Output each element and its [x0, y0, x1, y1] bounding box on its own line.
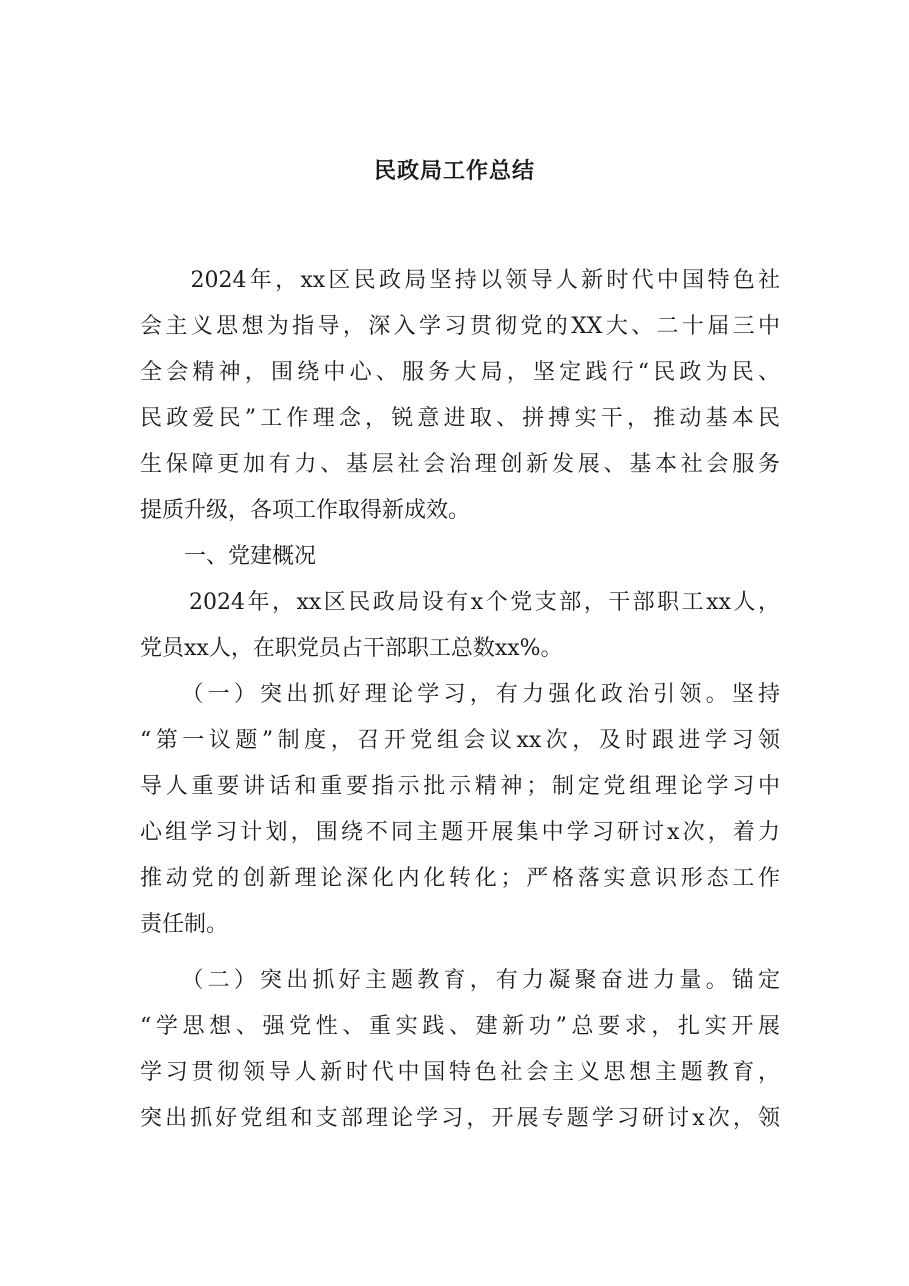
paragraph-line: 提质升级，各项工作取得新成效。 [140, 498, 471, 523]
paragraph-line: 民政爱民”工作理念，锐意进取、拼搏实干，推动基本民 [140, 406, 780, 431]
paragraph-line: 生保障更加有力、基层社会治理创新发展、基本社会服务 [140, 452, 780, 477]
paragraph-line: （二）突出抓好主题教育，有力凝聚奋进力量。锚定 [140, 968, 780, 993]
document-title: 民政局工作总结 [373, 158, 535, 184]
paragraph-line: 突出抓好党组和支部理论学习，开展专题学习研讨x次，领 [140, 1106, 780, 1131]
paragraph-line: “第一议题”制度，召开党组会议xx次，及时跟进学习领 [140, 728, 780, 753]
paragraph-line: 学习贯彻领导人新时代中国特色社会主义思想主题教育， [140, 1060, 780, 1085]
paragraph-line: 党员xx人，在职党员占干部职工总数xx%。 [140, 636, 563, 661]
paragraph-line: 全会精神，围绕中心、服务大局，坚定践行“民政为民、 [140, 360, 780, 385]
section-heading: 一、党建概况 [140, 544, 317, 569]
paragraph-line: 2024年，xx区民政局坚持以领导人新时代中国特色社 [140, 268, 780, 293]
paragraph-line: 责任制。 [140, 912, 229, 937]
paragraph-line: 导人重要讲话和重要指示批示精神；制定党组理论学习中 [140, 774, 780, 799]
paragraph-line: （一）突出抓好理论学习，有力强化政治引领。坚持 [140, 682, 780, 707]
paragraph-line: 推动党的创新理论深化内化转化；严格落实意识形态工作 [140, 866, 780, 891]
paragraph-line: “学思想、强党性、重实践、建新功”总要求，扎实开展 [140, 1014, 780, 1039]
paragraph-line: 心组学习计划，围绕不同主题开展集中学习研讨x次，着力 [140, 820, 780, 845]
paragraph-line: 会主义思想为指导，深入学习贯彻党的XX大、二十届三中 [140, 314, 780, 339]
paragraph-line: 2024年，xx区民政局设有x个党支部，干部职工xx人， [140, 590, 780, 615]
